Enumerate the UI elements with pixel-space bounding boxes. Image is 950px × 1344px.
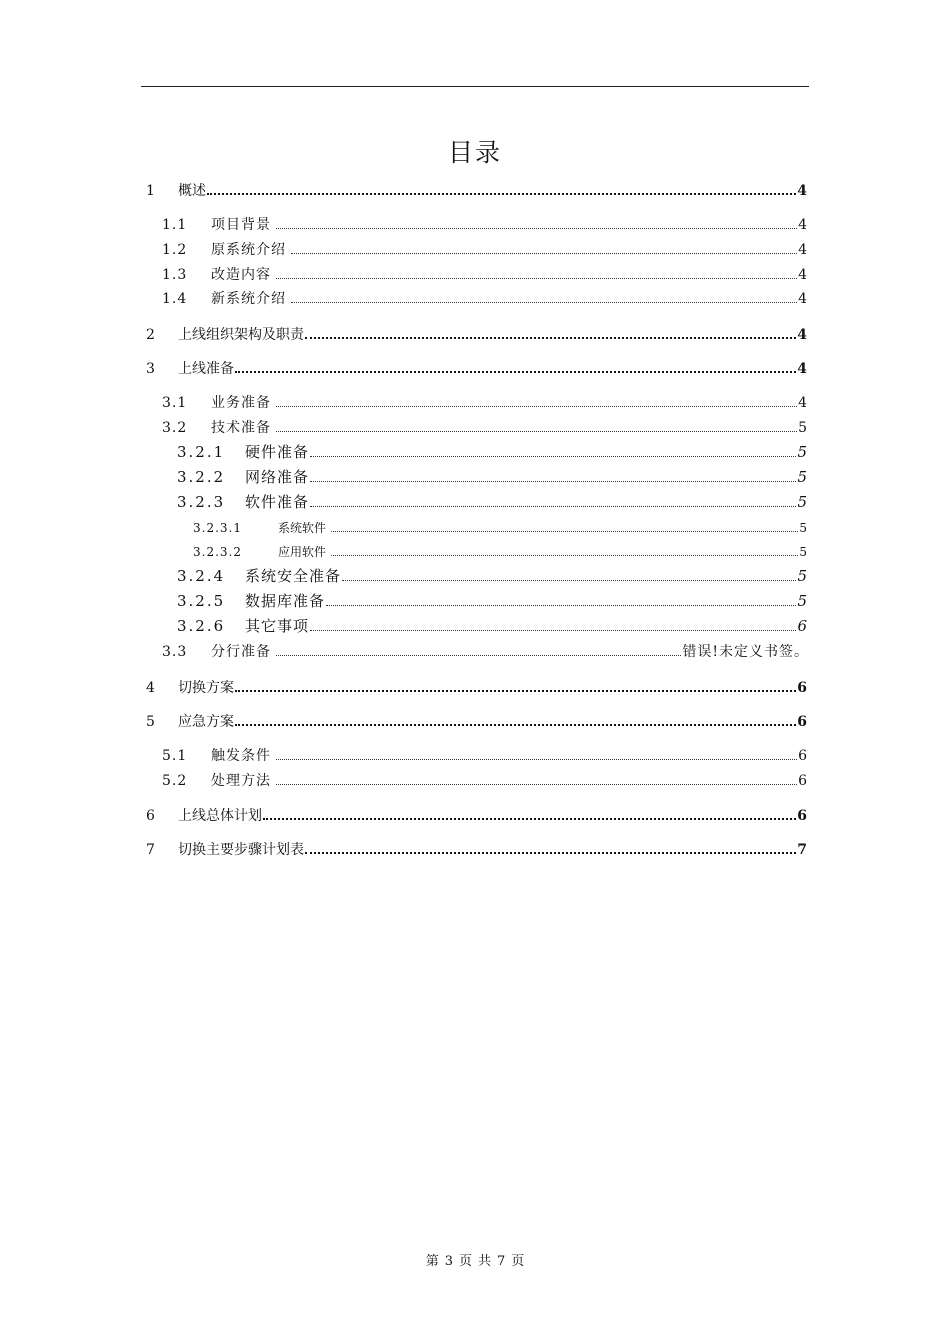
footer-page-word: 页 (458, 1254, 472, 1269)
toc-entry-5-2[interactable] (162, 770, 807, 790)
footer-total-pages: 7 (497, 1254, 506, 1269)
toc-entry-page: 5 (797, 468, 807, 486)
toc-entry-number: 3.2.5 (177, 592, 226, 610)
toc-entry-2[interactable] (146, 324, 807, 344)
toc-entry-title: 切换主要步骤计划表 (178, 842, 304, 858)
toc-entry-page: 5 (797, 493, 807, 511)
toc-entry-number: 3.3 (162, 644, 188, 660)
toc-entry-3-2-2[interactable] (177, 466, 807, 487)
footer-current-page: 3 (444, 1254, 453, 1269)
toc-entry-number: 3.2.3.2 (193, 545, 242, 559)
toc-entry-page: 6 (798, 773, 807, 789)
dot-leader (235, 361, 796, 374)
toc-entry-number: 1 (146, 183, 155, 199)
dot-leader (305, 327, 796, 340)
toc-entry-title: 原系统介绍 (211, 242, 286, 258)
toc-entry-number: 3.1 (162, 395, 188, 411)
toc-entry-number: 3 (146, 361, 155, 377)
dot-leader (310, 495, 796, 507)
toc-entry-title: 系统安全准备 (245, 567, 342, 585)
toc-entry-number: 4 (146, 680, 155, 696)
toc-entry-title: 网络准备 (245, 468, 310, 486)
toc-entry-number: 1.2 (162, 242, 188, 258)
dot-leader (331, 546, 798, 556)
toc-entry-number: 3.2.2 (177, 468, 226, 486)
toc-entry-number: 3.2.3 (177, 493, 226, 511)
toc-entry-number: 3.2 (162, 420, 188, 436)
toc-entry-6[interactable] (146, 805, 807, 825)
dot-leader (276, 268, 797, 280)
toc-entry-1-2[interactable] (162, 239, 807, 259)
toc-entry-1[interactable] (146, 180, 807, 200)
dot-leader (310, 470, 796, 482)
toc-entry-number: 3.2.4 (177, 567, 226, 585)
toc-entry-3-2-4[interactable] (177, 565, 807, 586)
toc-entry-number: 3.2.6 (177, 617, 226, 635)
toc-entry-number: 7 (146, 842, 155, 858)
dot-leader (291, 243, 797, 255)
toc-entry-title: 切换方案 (178, 680, 234, 696)
toc-entry-3-1[interactable] (162, 392, 807, 412)
toc-entry-1-4[interactable] (162, 288, 807, 308)
toc-entry-1-1[interactable] (162, 214, 807, 234)
toc-entry-number: 5.1 (162, 748, 188, 764)
dot-leader (276, 645, 681, 657)
toc-entry-title: 处理方法 (211, 773, 271, 789)
dot-leader (235, 714, 796, 727)
toc-entry-number: 1.4 (162, 291, 188, 307)
dot-leader (276, 774, 797, 786)
toc-entry-number: 6 (146, 808, 155, 824)
toc-entry-page-error: 错误!未定义书签。 (682, 644, 809, 660)
toc-entry-page: 4 (798, 291, 807, 307)
toc-entry-title: 新系统介绍 (211, 291, 286, 307)
toc-entry-page: 5 (799, 545, 807, 559)
page-footer (0, 1250, 950, 1269)
toc-entry-number: 5.2 (162, 773, 188, 789)
toc-entry-title: 分行准备 (211, 644, 271, 660)
toc-entry-3-2-1[interactable] (177, 441, 807, 462)
toc-entry-page: 4 (798, 267, 807, 283)
toc-entry-title: 上线组织架构及职责 (178, 327, 304, 343)
toc-entry-page: 4 (798, 217, 807, 233)
toc-entry-title: 触发条件 (211, 748, 271, 764)
toc-entry-number: 1.1 (162, 217, 188, 233)
toc-entry-number: 3.2.3.1 (193, 521, 242, 535)
toc-entry-number: 3.2.1 (177, 443, 226, 461)
toc-entry-number: 5 (146, 714, 155, 730)
toc-entry-page: 5 (798, 420, 807, 436)
toc-entry-3-2[interactable] (162, 417, 807, 437)
dot-leader (331, 522, 798, 532)
toc-entry-number: 1.3 (162, 267, 188, 283)
toc-entry-3-2-3-1[interactable] (193, 519, 807, 536)
toc-entry-3-2-6[interactable] (177, 615, 807, 636)
toc-entry-page: 5 (799, 521, 807, 535)
toc-entry-title: 上线总体计划 (178, 808, 262, 824)
toc-entry-page: 6 (797, 808, 807, 824)
toc-entry-page: 4 (797, 361, 807, 377)
toc-entry-page: 6 (798, 748, 807, 764)
toc-entry-title: 应用软件 (278, 545, 327, 559)
toc-entry-number: 2 (146, 327, 155, 343)
dot-leader (235, 680, 796, 693)
toc-entry-7[interactable] (146, 839, 807, 859)
dot-leader (310, 445, 796, 457)
toc-entry-page: 5 (797, 592, 807, 610)
toc-entry-page: 4 (798, 395, 807, 411)
toc-entry-page: 6 (797, 617, 807, 635)
toc-entry-page: 4 (797, 327, 807, 343)
dot-leader (310, 619, 796, 631)
dot-leader (342, 569, 796, 581)
toc-entry-title: 技术准备 (211, 420, 271, 436)
toc-entry-3-2-3-2[interactable] (193, 543, 807, 560)
toc-entry-page: 4 (798, 242, 807, 258)
toc-entry-title: 业务准备 (211, 395, 271, 411)
toc-title: 目录 (447, 137, 502, 167)
toc-entry-title: 其它事项 (245, 617, 310, 635)
toc-entry-title: 概述 (178, 183, 206, 199)
toc-entry-title: 硬件准备 (245, 443, 310, 461)
dot-leader (305, 842, 796, 855)
toc-entry-4[interactable] (146, 677, 807, 697)
footer-prefix: 第 (425, 1254, 439, 1269)
toc-entry-title: 数据库准备 (245, 592, 326, 610)
toc-entry-title: 系统软件 (278, 521, 327, 535)
toc-entry-title: 应急方案 (178, 714, 234, 730)
toc-entry-title: 项目背景 (211, 217, 271, 233)
toc-entry-page: 5 (797, 567, 807, 585)
dot-leader (276, 749, 797, 761)
toc-entry-page: 5 (797, 443, 807, 461)
toc-entry-3[interactable] (146, 358, 807, 378)
toc-entry-3-2-3[interactable] (177, 491, 807, 512)
toc-entry-5[interactable] (146, 711, 807, 731)
toc-entry-3-3[interactable] (162, 641, 809, 661)
toc-entry-5-1[interactable] (162, 745, 807, 765)
dot-leader (291, 292, 797, 304)
dot-leader (276, 396, 797, 408)
dot-leader (276, 218, 797, 230)
dot-leader (207, 183, 796, 196)
toc-entry-page: 6 (797, 714, 807, 730)
dot-leader (276, 421, 797, 433)
toc-entry-title: 改造内容 (211, 267, 271, 283)
toc-entry-1-3[interactable] (162, 264, 807, 284)
toc-entry-title: 上线准备 (178, 361, 234, 377)
footer-suffix: 页 (511, 1254, 525, 1269)
footer-total-word: 共 (478, 1254, 492, 1269)
dot-leader (263, 808, 796, 821)
toc-entry-page: 6 (797, 680, 807, 696)
toc-entry-page: 7 (797, 842, 807, 858)
toc-entry-title: 软件准备 (245, 493, 310, 511)
dot-leader (326, 594, 796, 606)
toc-entry-3-2-5[interactable] (177, 590, 807, 611)
toc-entry-page: 4 (797, 183, 807, 199)
